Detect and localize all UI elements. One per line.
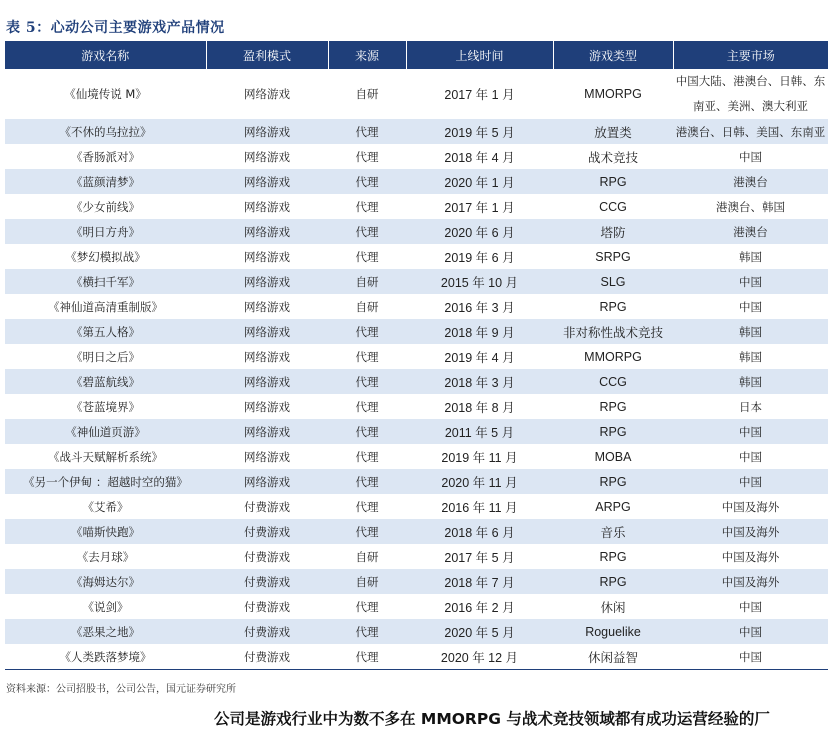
cell-game-type: 休闲 [600,600,626,615]
cell-launch-date: 2018 年 3 月 [406,369,553,394]
cell-source: 代理 [328,319,406,344]
cell-source: 代理 [328,644,406,670]
cell-launch-date: 2020 年 1 月 [406,169,553,194]
cell-profit-model: 付费游戏 [244,549,290,564]
cell-game-name: 《另一个伊甸 ：超越时空的猫》 [5,469,206,494]
cell-main-market: 中国及海外 [721,549,780,564]
cell-game-type: SRPG [595,249,631,264]
cell-source: 代理 [355,449,379,464]
table-row [5,644,828,670]
cell-game-name: 《恶果之地》 [5,619,206,644]
cell-game-type: SLG [553,269,673,294]
cell-profit-model: 网络游戏 [206,319,328,344]
cell-game-name: 《仙境传说 M》 [64,87,147,101]
cell-main-market: 港澳台 [673,169,828,194]
cell-game-type: RPG [599,299,627,314]
table-row [5,294,828,319]
cell-game-name: 《苍蓝境界》 [71,399,140,414]
body-paragraph: 公司是游戏行业中为数不多在 MMORPG 与战术竞技领域都有成功运营经验的厂 [214,710,770,728]
cell-launch-date: 2020 年 12 月 [406,644,553,670]
cell-source: 自研 [328,569,406,594]
table-row [5,419,828,444]
header-main-market: 主要市场 [673,41,828,69]
header-game-type: 游戏类型 [553,41,673,69]
table-row [5,569,828,594]
cell-profit-model: 网络游戏 [206,269,328,294]
table-row [5,544,828,569]
header-source: 来源 [328,41,406,69]
cell-main-market: 中国 [673,469,828,494]
cell-game-name: 《碧蓝航线》 [5,369,206,394]
table-row [5,69,828,119]
table-row [5,594,828,619]
table-row [5,394,828,419]
cell-main-market: 韩国 [739,349,762,364]
cell-profit-model: 网络游戏 [206,219,328,244]
cell-game-name: 《少女前线》 [71,199,140,214]
cell-launch-date: 2018 年 8 月 [444,400,515,415]
cell-profit-model: 付费游戏 [244,599,290,614]
cell-profit-model: 付费游戏 [206,569,328,594]
cell-main-market: 中国 [739,449,762,464]
cell-game-name: 《明日方舟》 [5,219,206,244]
table-row [5,519,828,544]
cell-game-type: CCG [599,199,627,214]
cell-profit-model: 付费游戏 [206,619,328,644]
table-row [5,494,828,519]
table-row [5,344,828,369]
cell-main-market: 中国 [739,149,762,164]
cell-launch-date: 2017 年 5 月 [444,550,515,565]
table-row [5,369,828,394]
cell-source: 代理 [328,369,406,394]
cell-source: 代理 [328,169,406,194]
table-row [5,244,828,269]
cell-game-name: 《海姆达尔》 [5,569,206,594]
cell-profit-model: 网络游戏 [244,249,290,264]
cell-game-type: MOBA [594,449,632,464]
table-row [5,319,828,344]
cell-source: 代理 [328,469,406,494]
cell-launch-date: 2017 年 1 月 [444,200,515,215]
cell-game-name: 《神仙道页游》 [5,419,206,444]
cell-game-name: 《明日之后》 [71,349,140,364]
cell-launch-date: 2018 年 6 月 [406,519,553,544]
cell-main-market: 韩国 [739,249,762,264]
cell-launch-date: 2016 年 3 月 [444,300,515,315]
cell-launch-date: 2018 年 4 月 [444,150,515,165]
cell-main-market: 中国 [673,644,828,670]
cell-main-market: 日本 [739,399,762,414]
cell-game-name: 《不休的乌拉拉》 [5,119,206,144]
cell-source: 代理 [355,499,379,514]
cell-source: 代理 [328,519,406,544]
cell-game-type: 休闲益智 [553,644,673,670]
cell-main-market: 中国及海外 [673,569,828,594]
cell-game-type: RPG [599,549,627,564]
cell-game-type: RPG [599,399,627,414]
cell-profit-model: 付费游戏 [244,499,290,514]
cell-source: 代理 [355,599,379,614]
cell-main-market: 中国 [673,269,828,294]
cell-launch-date: 2016 年 2 月 [444,600,515,615]
cell-game-type: 战术竞技 [587,150,638,165]
cell-profit-model: 网络游戏 [244,349,290,364]
cell-main-market: 港澳台、日韩、美国、东南亚 [673,119,828,144]
cell-game-name: 《蓝颜清梦》 [5,169,206,194]
cell-profit-model: 网络游戏 [206,469,328,494]
cell-game-type: RPG [553,419,673,444]
table-row [5,119,828,144]
cell-source: 代理 [328,219,406,244]
cell-game-type: Roguelike [553,619,673,644]
cell-game-type: RPG [553,169,673,194]
cell-source: 代理 [328,419,406,444]
cell-profit-model: 网络游戏 [244,199,290,214]
cell-launch-date: 2016 年 11 月 [441,500,518,515]
cell-game-type: RPG [553,469,673,494]
cell-source: 自研 [355,549,379,564]
cell-main-market: 中国 [739,299,762,314]
cell-game-name: 《喵斯快跑》 [5,519,206,544]
cell-main-market: 中国大陆、港澳台、日韩、东南亚、美洲、澳大利亚 [675,74,826,113]
table-title: 表 5：心动公司主要游戏产品情况 [6,20,225,36]
cell-launch-date: 2019 年 5 月 [406,119,553,144]
table-row [5,219,828,244]
cell-game-name: 《说剑》 [82,599,129,614]
header-launch-date: 上线时间 [406,41,553,69]
cell-launch-date: 2018 年 7 月 [406,569,553,594]
cell-game-type: ARPG [595,499,631,514]
cell-source: 代理 [355,399,379,414]
cell-game-name: 《战斗天赋解析系统》 [48,449,163,464]
table-row [5,144,828,169]
cell-profit-model: 网络游戏 [244,449,290,464]
cell-source: 自研 [328,269,406,294]
table-row [5,194,828,219]
cell-main-market: 中国 [739,599,762,614]
table-row [5,444,828,469]
cell-source: 代理 [355,149,379,164]
cell-launch-date: 2018 年 9 月 [406,319,553,344]
cell-profit-model: 网络游戏 [244,149,290,164]
cell-game-type: 音乐 [553,519,673,544]
cell-game-name: 《第五人格》 [5,319,206,344]
table-header-row [5,41,828,69]
cell-main-market: 中国 [673,419,828,444]
table-row [5,619,828,644]
cell-profit-model: 网络游戏 [244,399,290,414]
games-table [5,41,828,670]
cell-game-type: 放置类 [553,119,673,144]
table-row [5,469,828,494]
cell-game-name: 《艾希》 [82,499,129,514]
table-row [5,169,828,194]
cell-main-market: 中国 [673,619,828,644]
header-game-name: 游戏名称 [5,41,206,69]
source-note: 资料来源：公司招股书，公司公告，国元证券研究所 [6,684,236,695]
cell-game-type: 非对称性战术竞技 [553,319,673,344]
cell-main-market: 中国及海外 [673,519,828,544]
cell-launch-date: 2011 年 5 月 [406,419,553,444]
cell-game-name: 《去月球》 [76,549,135,564]
cell-source: 代理 [355,249,379,264]
cell-source: 自研 [355,299,379,314]
cell-game-name: 《香肠派对》 [71,149,140,164]
cell-launch-date: 2019 年 6 月 [444,250,515,265]
cell-profit-model: 网络游戏 [206,369,328,394]
cell-main-market: 韩国 [673,319,828,344]
cell-main-market: 港澳台、韩国 [716,199,785,214]
cell-launch-date: 2015 年 10 月 [406,269,553,294]
cell-source: 代理 [328,619,406,644]
cell-profit-model: 网络游戏 [244,87,290,101]
cell-profit-model: 网络游戏 [206,169,328,194]
cell-game-name: 《横扫千军》 [5,269,206,294]
cell-main-market: 中国及海外 [721,499,780,514]
cell-profit-model: 付费游戏 [206,519,328,544]
cell-game-type: 塔防 [553,219,673,244]
cell-main-market: 港澳台 [673,219,828,244]
cell-profit-model: 网络游戏 [206,119,328,144]
cell-game-name: 《人类跌落梦境》 [5,644,206,670]
header-profit-model: 盈利模式 [206,41,328,69]
cell-game-type: MMORPG [584,87,642,101]
cell-profit-model: 网络游戏 [206,419,328,444]
cell-launch-date: 2020 年 11 月 [406,469,553,494]
cell-launch-date: 2020 年 5 月 [406,619,553,644]
cell-game-type: RPG [553,569,673,594]
cell-source: 代理 [355,199,379,214]
cell-launch-date: 2019 年 11 月 [441,450,518,465]
cell-main-market: 韩国 [673,369,828,394]
cell-launch-date: 2017 年 1 月 [444,88,515,102]
cell-game-name: 《梦幻模拟战》 [65,249,146,264]
cell-source: 自研 [355,87,379,101]
table-row [5,269,828,294]
cell-source: 代理 [355,349,379,364]
cell-launch-date: 2019 年 4 月 [444,350,515,365]
cell-game-type: CCG [553,369,673,394]
cell-profit-model: 付费游戏 [206,644,328,670]
cell-game-type: MMORPG [584,349,642,364]
cell-source: 代理 [328,119,406,144]
cell-profit-model: 网络游戏 [244,299,290,314]
cell-game-name: 《神仙道高清重制版》 [48,299,163,314]
cell-launch-date: 2020 年 6 月 [406,219,553,244]
